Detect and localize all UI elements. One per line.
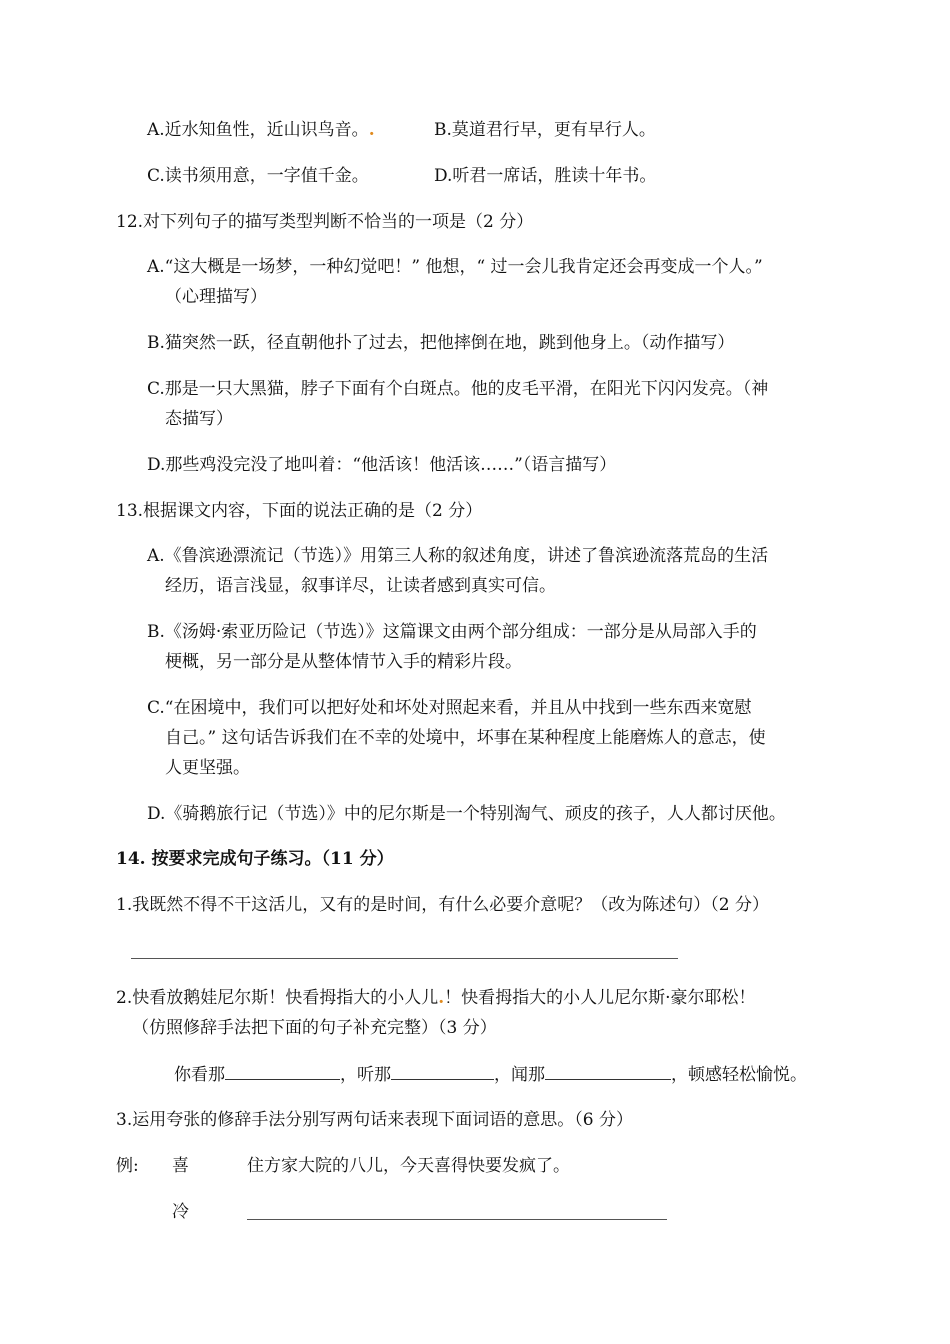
q12-option-a-line2: （心理描写） — [165, 287, 267, 307]
q13-option-d: D.《骑鹅旅行记（节选）》中的尼尔斯是一个特别淘气、顽皮的孩子，人人都讨厌他。 — [147, 804, 786, 824]
q11-option-a: A.近水知鱼性，近山识鸟音。. — [147, 120, 375, 140]
q14-sub2-line1: 2.快看放鹅娃尼尔斯！快看拇指大的小人儿.！快看拇指大的小人儿尼尔斯·豪尔耶松！ — [116, 988, 756, 1008]
q12-option-a-line1: A.“这大概是一场梦，一种幻觉吧！” 他想，“ 过一会儿我肯定还会再变成一个人。” — [147, 257, 763, 277]
fill-blank-1[interactable] — [225, 1063, 340, 1080]
answer-line-2[interactable] — [247, 1219, 667, 1220]
fill-blank-3[interactable] — [545, 1063, 671, 1080]
q13-option-c-line2: 自己。” 这句话告诉我们在不幸的处境中，坏事在某种程度上能磨炼人的意志，使 — [165, 728, 766, 748]
example-word: 喜 — [172, 1156, 189, 1176]
word-cold: 冷 — [172, 1202, 189, 1222]
q14-sub3: 3.运用夸张的修辞手法分别写两句话来表现下面词语的意思。（6 分） — [116, 1110, 633, 1130]
q13-option-a-line2: 经历，语言浅显，叙事详尽，让读者感到真实可信。 — [165, 576, 556, 596]
q11-option-d: D.听君一席话，胜读十年书。 — [434, 166, 657, 186]
q14-sub1: 1.我既然不得不干这活儿，又有的是时间，有什么必要介意呢？（改为陈述句）（2 分） — [116, 895, 769, 915]
q11-option-c: C.读书须用意，一字值千金。 — [147, 166, 369, 186]
fill-blank-2[interactable] — [391, 1063, 494, 1080]
orange-dot-mark: . — [368, 120, 375, 140]
q12-option-c-line1: C.那是一只大黑猫，脖子下面有个白斑点。他的皮毛平滑，在阳光下闪闪发亮。（神 — [147, 379, 769, 399]
q13-option-b-line2: 梗概，另一部分是从整体情节入手的精彩片段。 — [165, 652, 522, 672]
example-sentence: 住方家大院的八儿，今天喜得快要发疯了。 — [247, 1156, 570, 1176]
q14-stem: 14. 按要求完成句子练习。（11 分） — [116, 849, 394, 869]
example-label: 例: — [116, 1156, 139, 1176]
q13-option-c-line3: 人更坚强。 — [165, 758, 250, 778]
q13-option-b-line1: B.《汤姆·索亚历险记（节选）》这篇课文由两个部分组成：一部分是从局部入手的 — [147, 622, 757, 642]
q13-stem: 13.根据课文内容，下面的说法正确的是（2 分） — [116, 501, 483, 521]
q11-option-b: B.莫道君行早，更有早行人。 — [434, 120, 656, 140]
answer-line-1[interactable] — [131, 958, 678, 959]
q12-option-c-line2: 态描写） — [165, 409, 233, 429]
q12-option-d: D.那些鸡没完没了地叫着：“他活该！他活该……”（语言描写） — [147, 455, 617, 475]
q14-fill-sentence: 你看那 ，听那 ，闻那 ，顿感轻松愉悦。 — [174, 1065, 807, 1085]
q14-sub2-line2: （仿照修辞手法把下面的句子补充完整）（3 分） — [132, 1018, 497, 1038]
q13-option-c-line1: C.“在困境中，我们可以把好处和坏处对照起来看，并且从中找到一些东西来宽慰 — [147, 698, 752, 718]
q13-option-a-line1: A.《鲁滨逊漂流记（节选）》用第三人称的叙述角度，讲述了鲁滨逊流落荒岛的生活 — [147, 546, 769, 566]
q12-option-b: B.猫突然一跃，径直朝他扑了过去，把他摔倒在地，跳到他身上。（动作描写） — [147, 333, 735, 353]
orange-dot-mark: . — [438, 988, 445, 1008]
q12-stem: 12.对下列句子的描写类型判断不恰当的一项是（2 分） — [116, 212, 534, 232]
